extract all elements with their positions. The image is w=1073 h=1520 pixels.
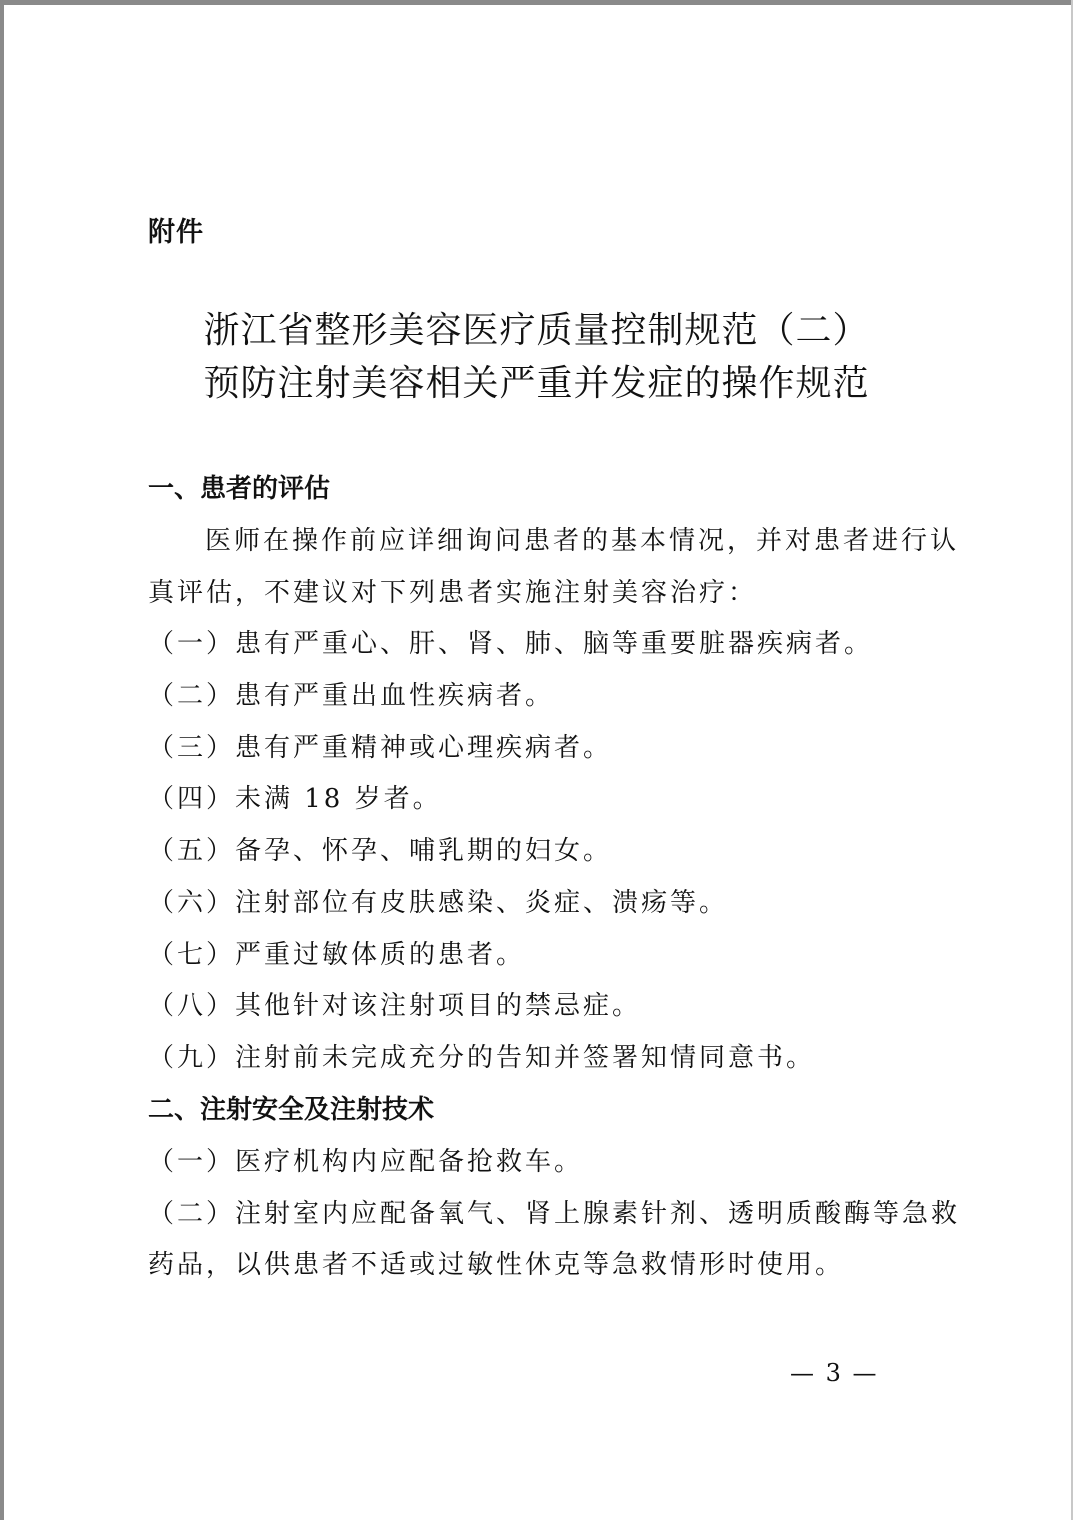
section2-heading: 二、注射安全及注射技术 [148,1095,435,1125]
document-title-line2: 预防注射美容相关严重并发症的操作规范 [203,363,870,404]
section1-item-3: （三）患有严重精神或心理疾病者。 [148,733,613,763]
document-title-line1: 浙江省整形美容医疗质量控制规范（二） [203,310,870,351]
section1-item-8: （八）其他针对该注射项目的禁忌症。 [148,991,642,1021]
section1-intro-line2: 真评估，不建议对下列患者实施注射美容治疗： [148,578,758,608]
section1-item-7: （七）严重过敏体质的患者。 [148,940,526,970]
section1-item-6: （六）注射部位有皮肤感染、炎症、溃疡等。 [148,888,729,918]
section1-item-1: （一）患有严重心、肝、肾、肺、脑等重要脏器疾病者。 [148,629,874,659]
section1-item-9: （九）注射前未完成充分的告知并签署知情同意书。 [148,1043,816,1073]
section1-intro-line1: 医师在操作前应详细询问患者的基本情况，并对患者进行认 [205,526,960,556]
page-number: — 3 — [790,1359,879,1387]
section2-item-2-line1: （二）注射室内应配备氧气、肾上腺素针剂、透明质酸酶等急救 [148,1199,961,1229]
page-border-left [0,0,4,1520]
section1-item-5: （五）备孕、怀孕、哺乳期的妇女。 [148,836,613,866]
section1-heading: 一、患者的评估 [148,474,331,504]
section1-item-4: （四）未满 18 岁者。 [148,784,442,814]
page-border-top [0,0,1073,5]
section1-item-2: （二）患有严重出血性疾病者。 [148,681,555,711]
attachment-label: 附件 [148,217,204,248]
section2-item-1: （一）医疗机构内应配备抢救车。 [148,1147,584,1177]
section2-item-2-line2: 药品，以供患者不适或过敏性休克等急救情形时使用。 [148,1250,845,1280]
